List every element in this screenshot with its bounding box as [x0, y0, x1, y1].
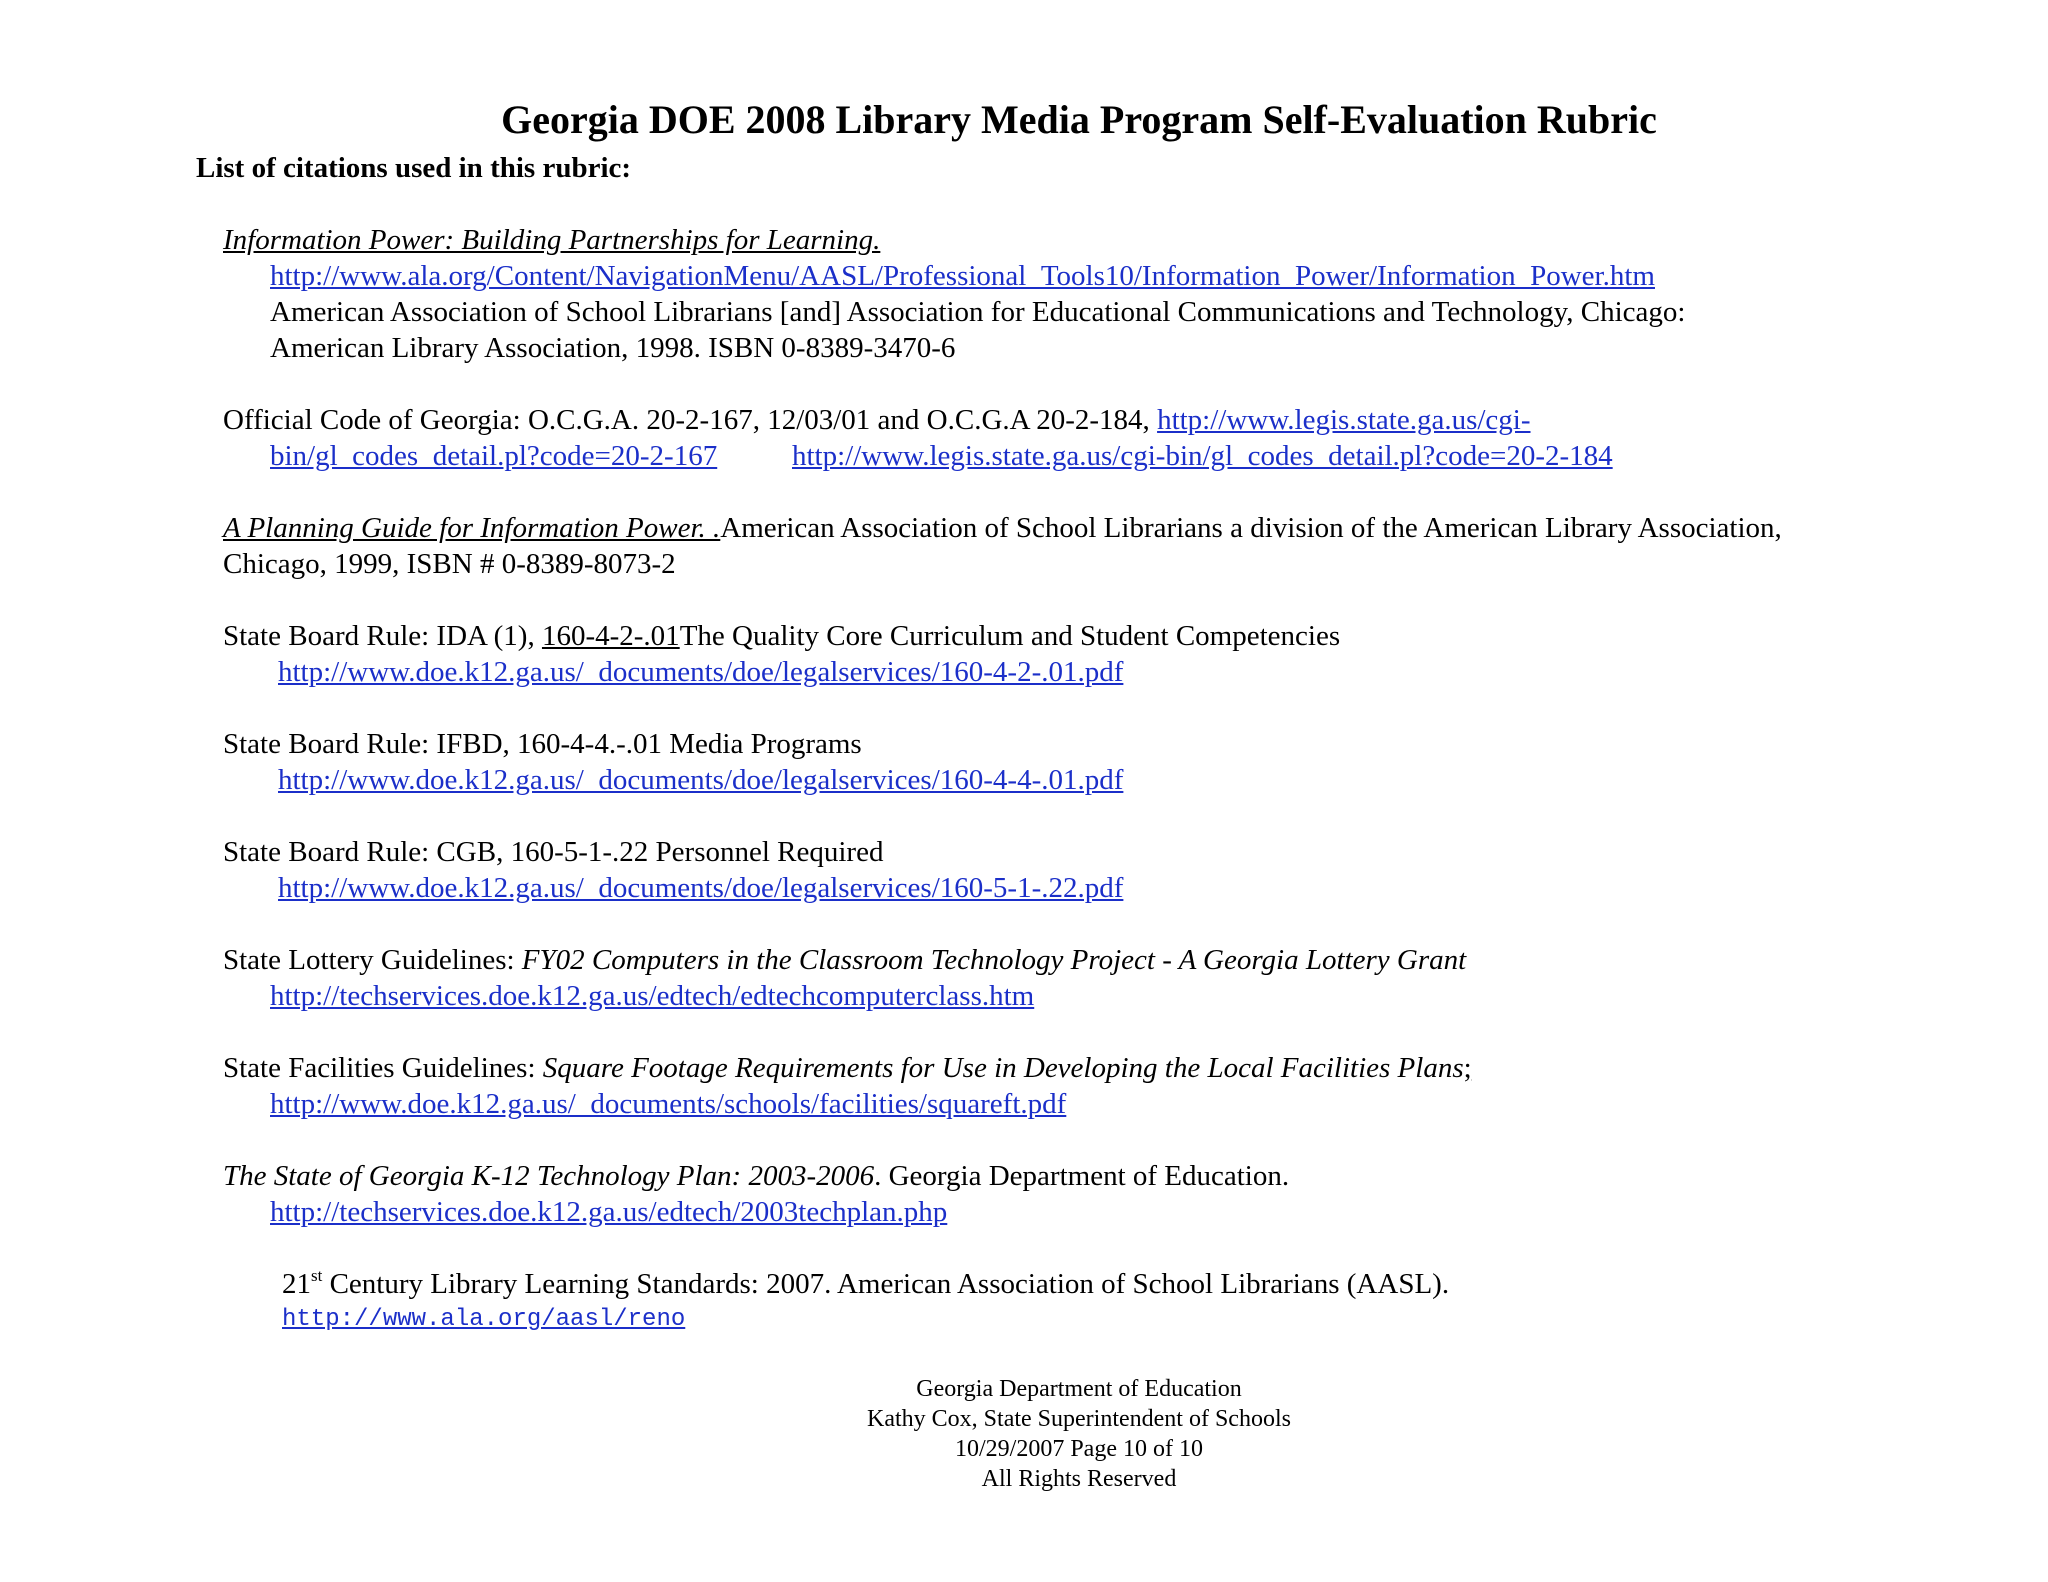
citation-media-programs: State Board Rule: IFBD, 160-4-4.-.01 Media Programs	[223, 728, 862, 760]
citation-planning-guide	[223, 510, 1782, 546]
citation-url-line	[278, 762, 1123, 798]
citation-url-line	[270, 438, 717, 474]
citation-url-line	[270, 1194, 947, 1230]
footer-organization: Georgia Department of Education	[916, 1376, 1242, 1402]
citation-title: FY02 Computers in the Classroom Technology Project - A Georgia Lottery Grant	[521, 944, 1467, 976]
ordinal-suffix: st	[311, 1266, 323, 1285]
rule-code: 160-4-2-.01	[541, 620, 680, 652]
citation-text: Century Library Learning Standards: 2007. American Association of School Librarians (AASL).	[322, 1268, 1450, 1300]
citation-text: The Quality Core Curriculum and Student Competencies	[679, 620, 1341, 652]
citation-punct: ;	[1463, 1052, 1472, 1084]
ocga-184-link[interactable]: http://www.legis.state.ga.us/cgi-bin/gl_codes_detail.pl?code=20-2-184	[792, 440, 1613, 472]
footer-rights: All Rights Reserved	[981, 1466, 1177, 1492]
citation-text: Official Code of Georgia: O.C.G.A. 20-2-167, 12/03/01 and O.C.G.A 20-2-184,	[223, 404, 1158, 436]
footer-date-page: 10/29/2007 Page 10 of 10	[955, 1436, 1203, 1462]
citation-text: Chicago, 1999, ISBN # 0-8389-8073-2	[223, 548, 676, 580]
citation-title: Information Power: Building Partnerships for Learning.	[223, 224, 881, 256]
citation-url-line	[792, 438, 1613, 474]
citation-text: State Board Rule: IDA (1),	[223, 620, 542, 652]
citation-information-power	[223, 222, 880, 258]
citation-text: American Association of School Librarians a division of the American Library Association,	[720, 512, 1782, 544]
media-programs-pdf-link[interactable]: http://www.doe.k12.ga.us/_documents/doe/legalservices/160-4-4-.01.pdf	[278, 764, 1124, 796]
citation-url-line	[270, 258, 1655, 294]
personnel-pdf-link[interactable]: http://www.doe.k12.ga.us/_documents/doe/legalservices/160-5-1-.22.pdf	[278, 872, 1124, 904]
ocga-167-link-part1[interactable]: http://www.legis.state.ga.us/cgi-	[1157, 404, 1531, 436]
citation-personnel: State Board Rule: CGB, 160-5-1-.22 Personnel Required	[223, 836, 884, 868]
citation-text: American Library Association, 1998. ISBN 0-8389-3470-6	[270, 332, 956, 364]
footer-superintendent: Kathy Cox, State Superintendent of Schools	[867, 1406, 1291, 1432]
citation-text: . Georgia Department of Education.	[874, 1160, 1290, 1192]
citation-url-line	[278, 654, 1123, 690]
citation-ocga	[223, 402, 1531, 438]
lottery-link[interactable]: http://techservices.doe.k12.ga.us/edtech/edtechcomputerclass.htm	[270, 980, 1035, 1012]
citation-title: The State of Georgia K-12 Technology Plan: 2003-2006	[223, 1160, 875, 1192]
aasl-reno-link[interactable]: http://www.ala.org/aasl/reno	[282, 1306, 686, 1333]
citation-url-line	[270, 1086, 1066, 1122]
facilities-pdf-link[interactable]: http://www.doe.k12.ga.us/_documents/schools/facilities/squareft.pdf	[270, 1088, 1067, 1120]
citations-heading: List of citations used in this rubric:	[196, 152, 632, 184]
citation-qcc	[223, 618, 1340, 654]
citation-url-line	[270, 978, 1034, 1014]
citation-text: American Association of School Librarians [and] Association for Educational Communications and Technology, Chicago:	[270, 296, 1686, 328]
citation-title: Square Footage Requirements for Use in Developing the Local Facilities Plans	[542, 1052, 1464, 1084]
citation-text: State Facilities Guidelines:	[223, 1052, 543, 1084]
citation-standards	[282, 1266, 1449, 1302]
citation-url-line	[282, 1298, 685, 1338]
citation-url-line	[278, 870, 1123, 906]
tech-plan-link[interactable]: http://techservices.doe.k12.ga.us/edtech/2003techplan.php	[270, 1196, 948, 1228]
citation-facilities	[223, 1050, 1472, 1086]
page-title: Georgia DOE 2008 Library Media Program Self-Evaluation Rubric	[501, 97, 1657, 142]
citation-title: A Planning Guide for Information Power. .	[223, 512, 721, 544]
citation-tech-plan	[223, 1158, 1289, 1194]
information-power-link[interactable]: http://www.ala.org/Content/NavigationMenu/AASL/Professional_Tools10/Information_Power/Information_Power.htm	[270, 260, 1655, 292]
citation-text: 21	[282, 1268, 311, 1300]
qcc-pdf-link[interactable]: http://www.doe.k12.ga.us/_documents/doe/legalservices/160-4-2-.01.pdf	[278, 656, 1124, 688]
ocga-167-link-part2[interactable]: bin/gl_codes_detail.pl?code=20-2-167	[270, 440, 718, 472]
citation-text: State Lottery Guidelines:	[223, 944, 522, 976]
citation-lottery	[223, 942, 1466, 978]
